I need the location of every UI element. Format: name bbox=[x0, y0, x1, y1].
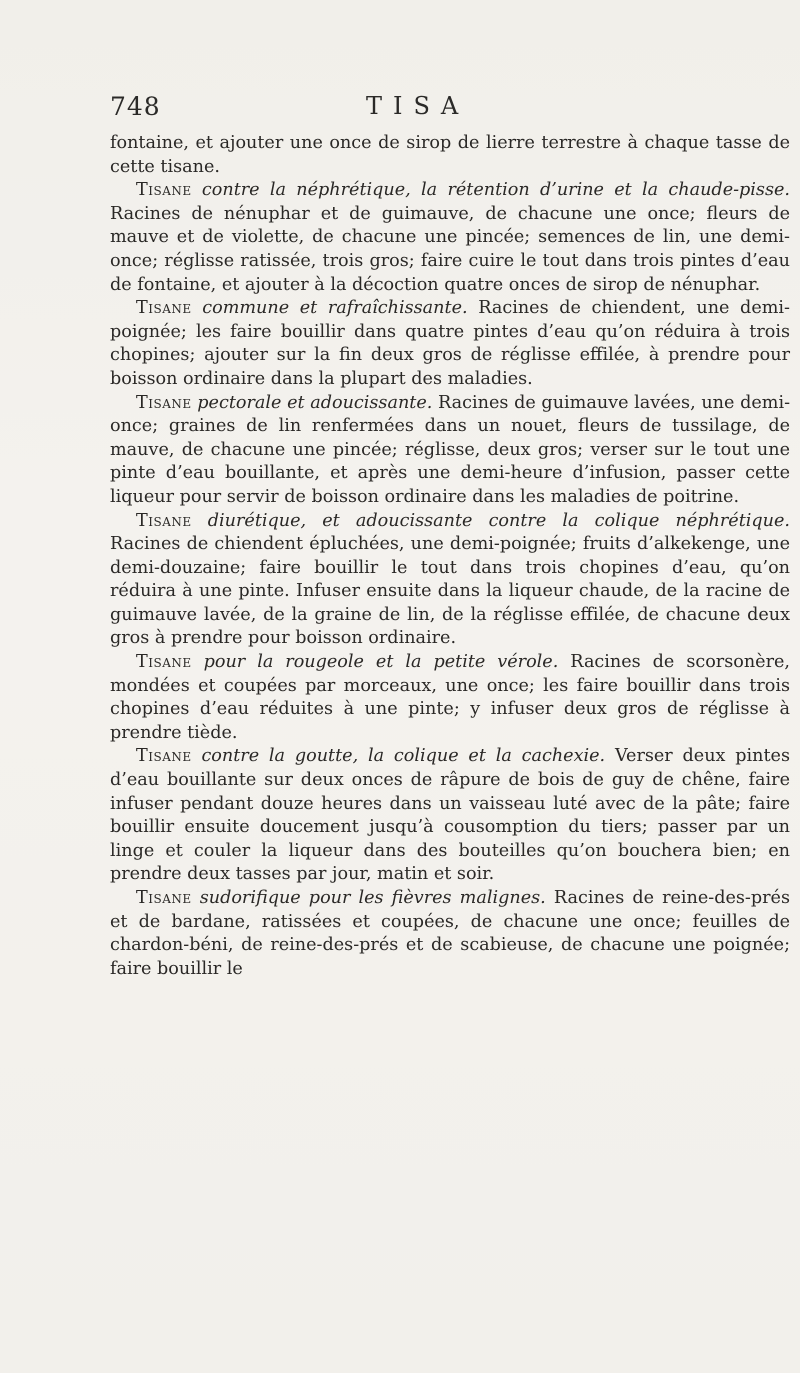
paragraph-lead: Tisane bbox=[136, 298, 192, 319]
paragraph-title: pour la rougeole et la petite vérole. bbox=[203, 652, 559, 673]
paragraph-lead: Tisane bbox=[136, 652, 192, 673]
page-number: 748 bbox=[110, 92, 161, 121]
paragraph-tisane-pectorale bbox=[110, 392, 790, 510]
paragraph-body: Racines de scorsonère, mondées et coupées par morceaux, une once; les faire bouillir dans trois chopines d’eau réduites à une pinte; y infuser deux gros de réglisse à prendre tiède. bbox=[110, 652, 790, 743]
paragraph-tisane-diuretique bbox=[110, 510, 790, 652]
paragraph-lead: Tisane bbox=[136, 510, 192, 531]
paragraph-body: Verser deux pintes d’eau bouillante sur deux onces de râpure de bois de guy de chêne, faire infuser pendant douze heures dans un vaisseau luté avec de la pâte; faire bouillir ensuite doucement jusqu’à cousomption du tiers; passer par un linge et couler la liqueur dans des bouteilles qu’on bouchera bien; en prendre deux tasses par jour, matin et soir. bbox=[110, 746, 790, 885]
paragraph-title: sudorifique pour les fièvres malignes. bbox=[199, 888, 546, 908]
paragraph-body: Racines de guimauve lavées, une demi-once; graines de lin renfermées dans un nouet, fleurs de tussilage, de mauve, de chacune une pincée; réglisse, deux gros; verser sur le tout une pinte d’eau bouillante, et après une demi-heure d’infusion, passer cette liqueur pour servir de boisson ordinaire dans les maladies de poitrine. bbox=[110, 392, 791, 507]
paragraph-continuation bbox=[110, 132, 790, 179]
paragraph-title: commune et rafraîchissante. bbox=[202, 298, 468, 319]
paragraph-title: diurétique, et adoucissante contre la colique néphrétique. bbox=[207, 510, 790, 531]
paragraph-body: Racines de nénuphar et de guimauve, de chacune une once; fleurs de mauve et de violette, de chacune une pincée; semences de lin, une demi-once; réglisse ratissée, trois gros; faire cuire le tout dans trois pintes d’eau de fontaine, et ajouter à la décoction quatre onces de sirop de nénuphar. bbox=[110, 203, 790, 295]
paragraph-lead: Tisane bbox=[136, 888, 192, 908]
paragraph-tisane-sudorifique bbox=[110, 887, 790, 981]
paragraph-title: contre la néphrétique, la rétention d’urine et la chaude-pisse. bbox=[201, 180, 790, 201]
paragraph-tisane-nephretique bbox=[110, 179, 790, 297]
paragraph-body: Racines de reine-des-prés et de bardane, ratissées et coupées, de chacune une once; feuilles de chardon-béni, de reine-des-prés et de scabieuse, de chacune une poignée; faire bouillir le bbox=[110, 888, 790, 979]
paragraph-body: fontaine, et ajouter une once de sirop de lierre terrestre à chaque tasse de cette tisane. bbox=[110, 133, 790, 177]
paragraph-title: pectorale et adoucissante. bbox=[197, 392, 433, 413]
body-text bbox=[110, 132, 790, 981]
paragraph-title: contre la goutte, la colique et la cachexie. bbox=[201, 746, 606, 767]
running-head: TISA bbox=[366, 92, 470, 120]
paragraph-lead: Tisane bbox=[136, 392, 192, 413]
paragraph-lead: Tisane bbox=[136, 746, 192, 767]
paragraph-body: Racines de chiendent épluchées, une demi-poignée; fruits d’alkekenge, une demi-douzaine; faire bouillir le tout dans trois chopines d’eau, qu’on réduira à une pinte. Infuser ensuite dans la liqueur chaude, de la racine de guimauve lavée, de la graine de lin, de la réglisse effilée, de chacune deux gros à prendre pour boisson ordinaire. bbox=[110, 534, 790, 649]
paragraph-body: Racines de chiendent, une demi-poignée; les faire bouillir dans quatre pintes d’eau qu’on réduira à trois chopines; ajouter sur la fin deux gros de réglisse effilée, à prendre pour boisson ordinaire dans la plupart des maladies. bbox=[110, 298, 790, 389]
paragraph-lead: Tisane bbox=[136, 180, 192, 201]
paragraph-tisane-rougeole bbox=[110, 651, 790, 745]
page-header bbox=[110, 92, 790, 126]
paragraph-tisane-goutte bbox=[110, 745, 790, 887]
paragraph-tisane-commune bbox=[110, 297, 790, 391]
